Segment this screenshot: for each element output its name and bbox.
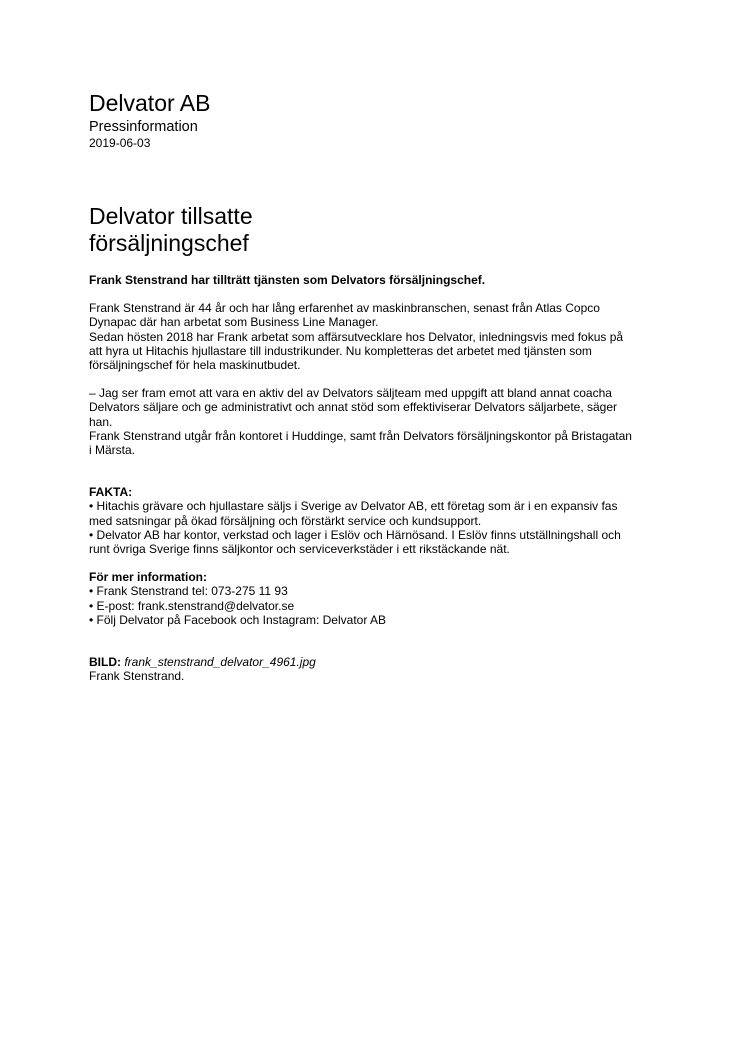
- paragraph-line: Dynapac där han arbetat som Business Line Manager.: [89, 315, 379, 330]
- paragraph-line: Delvators säljare och ge administrativt och annat stöd som effektiviserar Delvators säljarbete, säger: [89, 400, 618, 415]
- document-date: 2019-06-03: [89, 136, 151, 150]
- paragraph-line: Frank Stenstrand är 44 år och har lång erfarenhet av maskinbranschen, senast från Atlas Copco: [89, 301, 600, 316]
- paragraph-line: att hyra ut Hitachis hjullastare till industrikunder. Nu kompletteras det arbetet med tjänsten som: [89, 343, 592, 358]
- facts-line: med satsningar på ökad försäljning och förstärkt service och kundsupport.: [89, 513, 482, 528]
- contact-phone: • Frank Stenstrand tel: 073-275 11 93: [89, 584, 288, 599]
- image-file-line: [89, 655, 669, 669]
- lead-paragraph: Frank Stenstrand har tillträtt tjänsten som Delvators försäljningschef.: [89, 273, 486, 287]
- contact-social: • Följ Delvator på Facebook och Instagram: Delvator AB: [89, 612, 387, 627]
- facts-line: • Delvator AB har kontor, verkstad och lager i Eslöv och Härnösand. I Eslöv finns utställningshall och: [89, 527, 621, 542]
- paragraph-2: [89, 386, 669, 457]
- image-label: BILD:: [89, 655, 121, 670]
- company-name: Delvator AB: [89, 90, 211, 116]
- paragraph-line: i Märsta.: [89, 443, 136, 458]
- paragraph-line: Frank Stenstrand utgår från kontoret i Huddinge, samt från Delvators försäljningskontor på Bristagatan: [89, 428, 632, 443]
- image-caption-section: [89, 655, 669, 683]
- headline: [89, 203, 253, 257]
- article-body: [89, 273, 669, 683]
- paragraph-1: [89, 301, 669, 372]
- headline-line-2: försäljningschef: [89, 230, 249, 256]
- facts-line: runt övriga Sverige finns säljkontor och serviceverkstäder i ett rikstäckande nät.: [89, 542, 510, 557]
- paragraph-line: – Jag ser fram emot att vara en aktiv del av Delvators säljteam med uppgift att bland annat coacha: [89, 386, 612, 401]
- contact-section: [89, 570, 669, 627]
- facts-section: [89, 485, 669, 556]
- facts-heading: FAKTA:: [89, 485, 133, 500]
- paragraph-line: försäljningschef för hela maskinutbudet.: [89, 358, 301, 373]
- paragraph-line: Sedan hösten 2018 har Frank arbetat som affärsutvecklare hos Delvator, inledningsvis med fokus på: [89, 329, 624, 344]
- image-caption: Frank Stenstrand.: [89, 669, 185, 684]
- contact-heading: För mer information:: [89, 570, 208, 585]
- headline-line-1: Delvator tillsatte: [89, 203, 253, 229]
- document-type: Pressinformation: [89, 119, 198, 135]
- image-filename: frank_stenstrand_delvator_4961.jpg: [124, 655, 316, 670]
- paragraph-line: han.: [89, 414, 113, 429]
- contact-email: • E-post: frank.stenstrand@delvator.se: [89, 598, 295, 613]
- facts-line: • Hitachis grävare och hjullastare säljs i Sverige av Delvator AB, ett företag som är i en expansiv fas: [89, 499, 618, 514]
